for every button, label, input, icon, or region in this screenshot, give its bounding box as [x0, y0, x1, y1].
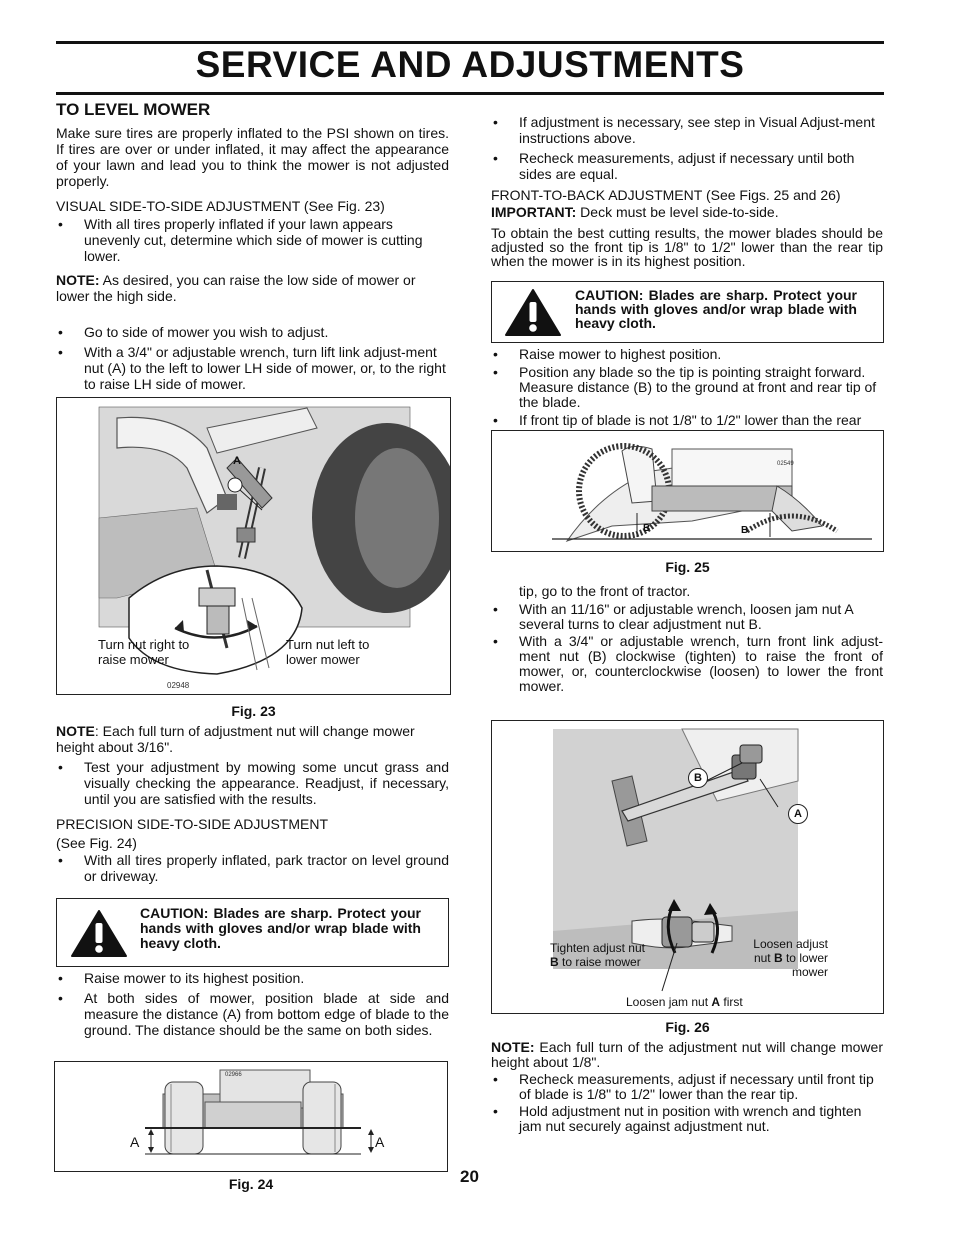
- fig23-caption: Fig. 23: [231, 703, 276, 719]
- fig26-jam-text-2: first: [720, 995, 743, 1009]
- caution-box-right: [491, 281, 884, 343]
- left-column-continued: [56, 723, 449, 884]
- fig26-label-a: A: [788, 804, 808, 824]
- important-label: IMPORTANT:: [491, 204, 577, 220]
- fig26-tighten-text-2: to raise mower: [558, 955, 641, 969]
- warning-icon: [70, 909, 128, 959]
- important-text: Deck must be level side-to-side.: [576, 204, 779, 220]
- intro-paragraph: Make sure tires are properly inflated to the PSI shown on tires. If tires are over or under inflated, it may affect the appearance of your lawn and lead you to think the mower is not adjusted properly.: [56, 125, 449, 189]
- list-item: • Recheck measurements, adjust if necessary until front tip of blade is 1/8" to 1/2" lower than the rear tip.: [491, 1072, 883, 1102]
- list-item: • Raise mower to its highest position.: [56, 970, 449, 986]
- list-item: • Go to side of mower you wish to adjust.: [56, 324, 449, 340]
- fig26-tighten-nut: B: [550, 955, 559, 969]
- fig26-jam-nut: A: [711, 995, 721, 1009]
- fig26-label-b: B: [688, 768, 708, 788]
- right-bullets-a: [491, 114, 883, 182]
- right-column-b: [491, 347, 883, 428]
- figure-24: [54, 1061, 448, 1172]
- fig25-label-b-front: B: [643, 523, 651, 534]
- fig26-jam-text: Loosen jam nut: [626, 995, 712, 1009]
- figure-25: [491, 430, 884, 552]
- figure-26: [491, 720, 884, 1014]
- note-label: NOTE:: [491, 1039, 535, 1055]
- right-bullets-b: [491, 347, 883, 428]
- right-bullets-d: [491, 1072, 883, 1134]
- note-text: Each full turn of the adjustment nut will change mower height about 1/8".: [491, 1039, 883, 1070]
- section-heading: TO LEVEL MOWER: [56, 100, 211, 119]
- fig26-tighten-label: [550, 941, 660, 969]
- precision-bullets-b: [56, 970, 449, 1038]
- list-item: • If front tip of blade is not 1/8" to 1/2" lower than the rear: [491, 413, 883, 428]
- fig24-label-a-right: A: [375, 1134, 385, 1150]
- right-column-d: [491, 1040, 883, 1134]
- note-paragraph: [491, 1040, 883, 1070]
- front-to-back-text: To obtain the best cutting results, the mower blades should be adjusted so the front tip is 1/8" to 1/2" lower than the rear tip when the mower is in its highest position.: [491, 225, 883, 269]
- right-bullets-c: [491, 602, 883, 694]
- fig26-loosen-label: [740, 937, 828, 979]
- note-label: NOTE: [56, 723, 95, 739]
- list-item: • With a 3/4" or adjustable wrench, turn lift link adjust-ment nut (A) to the left to lower LH side of mower, or, to the right to raise LH side of mower.: [56, 344, 449, 392]
- right-column: [491, 114, 883, 268]
- page-title: SERVICE AND ADJUSTMENTS: [195, 44, 745, 85]
- list-item: • If adjustment is necessary, see step in Visual Adjust-ment instructions above.: [491, 114, 883, 146]
- caution-text: CAUTION: Blades are sharp. Protect your hands with gloves and/or wrap blade with heavy cloth.: [575, 287, 857, 331]
- fig26-jam-label: [626, 995, 743, 1009]
- list-item: • Recheck measurements, adjust if necessary until both sides are equal.: [491, 150, 883, 182]
- fig23-part-number: 02948: [167, 681, 190, 690]
- precision-see-fig: (See Fig. 24): [56, 835, 137, 851]
- list-item: • With a 3/4" or adjustable wrench, turn front link adjust-ment nut (B) clockwise (tighten) to raise the front of mower, or, counterclockwise (loosen) to lower the front mower.: [491, 634, 883, 694]
- fig25-label-b-rear: B: [741, 525, 749, 536]
- fig25-caption: Fig. 25: [665, 559, 710, 575]
- note-text: As desired, you can raise the low side of mower or lower the high side.: [56, 272, 416, 304]
- important-paragraph: [491, 204, 883, 220]
- fig23-label-a: A: [233, 455, 241, 467]
- fig23-turn-right-label: Turn nut right to raise mower: [98, 637, 190, 667]
- note-paragraph: [56, 723, 449, 755]
- fig24-part-number: 02966: [225, 1072, 242, 1078]
- list-item: • With an 11/16" or adjustable wrench, loosen jam nut A several turns to clear adjustment nut B.: [491, 602, 883, 632]
- fig26-loosen-nut: B: [773, 951, 783, 965]
- list-item: • At both sides of mower, position blade at side and measure the distance (A) from bottom edge of blade to the ground. The distance should be the same on both sides.: [56, 990, 449, 1038]
- list-item: • Hold adjustment nut in position with wrench and tighten jam nut securely against adjustment nut.: [491, 1104, 883, 1134]
- visual-bullets-a: [56, 216, 449, 264]
- visual-bullets-b: [56, 324, 449, 392]
- fig25-part-number: 02549: [777, 461, 794, 467]
- fig26-caption: Fig. 26: [665, 1019, 710, 1035]
- front-to-back-title: FRONT-TO-BACK ADJUSTMENT (See Figs. 25 and 26): [491, 187, 841, 203]
- fig23-turn-left-label: Turn nut left to lower mower: [286, 637, 370, 667]
- fig24-illustration: [55, 1062, 447, 1171]
- note-paragraph: [56, 272, 449, 304]
- fig26-tighten-text: Tighten adjust nut: [550, 941, 645, 955]
- note-text: : Each full turn of adjustment nut will change mower height about 3/16".: [56, 723, 415, 755]
- caution-text: CAUTION: Blades are sharp. Protect your hands with gloves and/or wrap blade with heavy cloth.: [140, 905, 421, 951]
- list-item: • With all tires properly inflated, park tractor on level ground or driveway.: [56, 852, 449, 884]
- precision-bullets-a: [56, 852, 449, 884]
- tip-continuation: tip, go to the front of tractor.: [519, 583, 691, 599]
- caution-box-left: [56, 898, 449, 967]
- fig24-label-a-left: A: [130, 1134, 140, 1150]
- note-label: NOTE:: [56, 272, 100, 288]
- precision-title: PRECISION SIDE-TO-SIDE ADJUSTMENT: [56, 816, 328, 832]
- left-column: [56, 102, 449, 392]
- warning-icon: [504, 288, 562, 338]
- list-item: • Position any blade so the tip is pointing straight forward. Measure distance (B) to the ground at front and rear tip of the blade.: [491, 365, 883, 410]
- fig24-caption: Fig. 24: [228, 1176, 274, 1192]
- fig25-illustration: [492, 431, 883, 551]
- visual-adjustment-title: VISUAL SIDE-TO-SIDE ADJUSTMENT (See Fig. 23): [56, 198, 385, 214]
- left-column-bottom: [56, 970, 449, 1038]
- fig26-loosen-text: Loosen adjust nut: [753, 937, 828, 965]
- list-item: • Raise mower to highest position.: [491, 347, 883, 362]
- figure-23: [56, 397, 451, 695]
- right-column-c: [491, 584, 883, 694]
- title-rule: [56, 92, 884, 95]
- fig26-loosen-text-2: to lower mower: [782, 951, 828, 979]
- page-number: 20: [460, 1167, 479, 1186]
- list-item: • With all tires properly inflated if your lawn appears unevenly cut, determine which side of mower is cutting lower.: [56, 216, 449, 264]
- visual-bullets-c: [56, 759, 449, 807]
- list-item: • Test your adjustment by mowing some uncut grass and visually checking the appearance. Readjust, if necessary, until you are satisfied with the results.: [56, 759, 449, 807]
